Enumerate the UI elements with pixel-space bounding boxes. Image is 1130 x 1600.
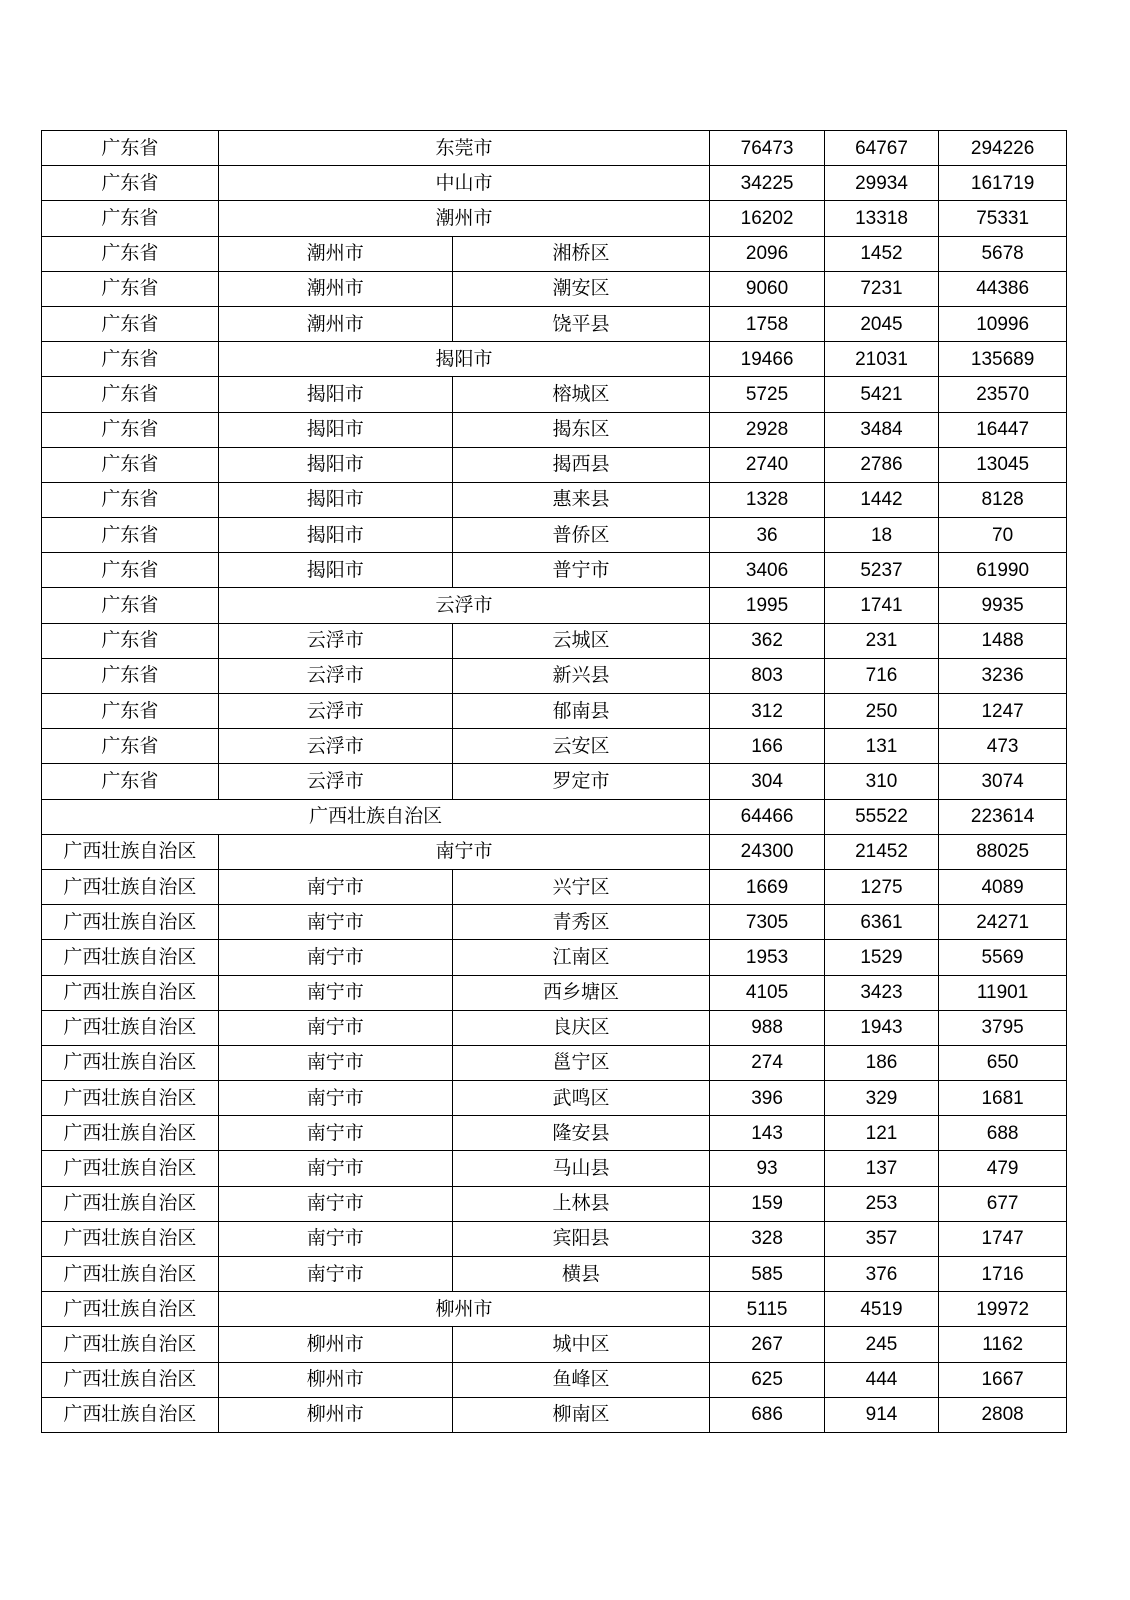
value-1-cell: 34225 bbox=[710, 166, 824, 201]
value-1-cell: 9060 bbox=[710, 271, 824, 306]
table-row bbox=[42, 412, 1067, 447]
table-body bbox=[42, 131, 1067, 1433]
value-1-cell: 2096 bbox=[710, 236, 824, 271]
table-row bbox=[42, 1292, 1067, 1327]
value-1-cell: 686 bbox=[710, 1397, 824, 1432]
table-row bbox=[42, 1362, 1067, 1397]
province-cell: 广西壮族自治区 bbox=[42, 1151, 219, 1186]
city-cell: 南宁市 bbox=[218, 905, 452, 940]
value-2-cell: 7231 bbox=[824, 271, 938, 306]
table-row bbox=[42, 1186, 1067, 1221]
value-1-cell: 304 bbox=[710, 764, 824, 799]
value-1-cell: 76473 bbox=[710, 131, 824, 166]
province-cell: 广西壮族自治区 bbox=[42, 1010, 219, 1045]
table-row bbox=[42, 834, 1067, 869]
district-cell: 上林县 bbox=[452, 1186, 710, 1221]
province-cell: 广东省 bbox=[42, 623, 219, 658]
value-1-cell: 5115 bbox=[710, 1292, 824, 1327]
district-cell: 隆安县 bbox=[452, 1116, 710, 1151]
city-cell: 柳州市 bbox=[218, 1397, 452, 1432]
value-2-cell: 55522 bbox=[824, 799, 938, 834]
value-2-cell: 357 bbox=[824, 1221, 938, 1256]
table-row bbox=[42, 447, 1067, 482]
value-1-cell: 267 bbox=[710, 1327, 824, 1362]
province-cell: 广西壮族自治区 bbox=[42, 975, 219, 1010]
value-1-cell: 3406 bbox=[710, 553, 824, 588]
value-2-cell: 186 bbox=[824, 1045, 938, 1080]
value-3-cell: 19972 bbox=[939, 1292, 1067, 1327]
province-cell: 广西壮族自治区 bbox=[42, 1397, 219, 1432]
province-cell: 广东省 bbox=[42, 377, 219, 412]
city-cell: 南宁市 bbox=[218, 1221, 452, 1256]
table-row bbox=[42, 588, 1067, 623]
statistics-table bbox=[41, 130, 1067, 1433]
value-2-cell: 3423 bbox=[824, 975, 938, 1010]
city-cell: 云浮市 bbox=[218, 764, 452, 799]
table-row bbox=[42, 975, 1067, 1010]
value-2-cell: 310 bbox=[824, 764, 938, 799]
province-cell: 广东省 bbox=[42, 764, 219, 799]
province-cell: 广东省 bbox=[42, 342, 219, 377]
city-cell: 云浮市 bbox=[218, 623, 452, 658]
value-1-cell: 93 bbox=[710, 1151, 824, 1186]
district-cell: 江南区 bbox=[452, 940, 710, 975]
value-1-cell: 159 bbox=[710, 1186, 824, 1221]
district-cell: 邕宁区 bbox=[452, 1045, 710, 1080]
value-2-cell: 21031 bbox=[824, 342, 938, 377]
value-3-cell: 223614 bbox=[939, 799, 1067, 834]
district-cell: 郁南县 bbox=[452, 694, 710, 729]
value-2-cell: 5421 bbox=[824, 377, 938, 412]
value-3-cell: 1716 bbox=[939, 1257, 1067, 1292]
district-cell: 榕城区 bbox=[452, 377, 710, 412]
value-2-cell: 1442 bbox=[824, 482, 938, 517]
value-2-cell: 376 bbox=[824, 1257, 938, 1292]
value-3-cell: 677 bbox=[939, 1186, 1067, 1221]
value-3-cell: 88025 bbox=[939, 834, 1067, 869]
value-3-cell: 5569 bbox=[939, 940, 1067, 975]
district-cell: 柳南区 bbox=[452, 1397, 710, 1432]
city-cell: 揭阳市 bbox=[218, 342, 710, 377]
value-2-cell: 444 bbox=[824, 1362, 938, 1397]
value-1-cell: 803 bbox=[710, 658, 824, 693]
city-cell: 揭阳市 bbox=[218, 553, 452, 588]
value-1-cell: 1328 bbox=[710, 482, 824, 517]
district-cell: 西乡塘区 bbox=[452, 975, 710, 1010]
city-cell: 潮州市 bbox=[218, 201, 710, 236]
value-3-cell: 1247 bbox=[939, 694, 1067, 729]
table-row bbox=[42, 1045, 1067, 1080]
value-1-cell: 2928 bbox=[710, 412, 824, 447]
district-cell: 饶平县 bbox=[452, 306, 710, 341]
district-cell: 普宁市 bbox=[452, 553, 710, 588]
value-1-cell: 2740 bbox=[710, 447, 824, 482]
city-cell: 云浮市 bbox=[218, 588, 710, 623]
table-row bbox=[42, 1397, 1067, 1432]
value-2-cell: 121 bbox=[824, 1116, 938, 1151]
value-2-cell: 1452 bbox=[824, 236, 938, 271]
city-cell: 柳州市 bbox=[218, 1327, 452, 1362]
value-3-cell: 1667 bbox=[939, 1362, 1067, 1397]
province-cell: 广东省 bbox=[42, 306, 219, 341]
district-cell: 良庆区 bbox=[452, 1010, 710, 1045]
province-cell: 广东省 bbox=[42, 694, 219, 729]
table-row bbox=[42, 1327, 1067, 1362]
province-cell: 广东省 bbox=[42, 412, 219, 447]
province-cell: 广东省 bbox=[42, 588, 219, 623]
province-cell: 广东省 bbox=[42, 658, 219, 693]
province-cell: 广西壮族自治区 bbox=[42, 799, 710, 834]
value-2-cell: 914 bbox=[824, 1397, 938, 1432]
city-cell: 云浮市 bbox=[218, 729, 452, 764]
province-cell: 广西壮族自治区 bbox=[42, 1327, 219, 1362]
value-3-cell: 1488 bbox=[939, 623, 1067, 658]
value-1-cell: 1669 bbox=[710, 869, 824, 904]
value-3-cell: 4089 bbox=[939, 869, 1067, 904]
value-1-cell: 362 bbox=[710, 623, 824, 658]
province-cell: 广西壮族自治区 bbox=[42, 905, 219, 940]
value-2-cell: 6361 bbox=[824, 905, 938, 940]
value-3-cell: 688 bbox=[939, 1116, 1067, 1151]
value-2-cell: 18 bbox=[824, 518, 938, 553]
province-cell: 广西壮族自治区 bbox=[42, 1081, 219, 1116]
table-row bbox=[42, 271, 1067, 306]
city-cell: 南宁市 bbox=[218, 1081, 452, 1116]
value-2-cell: 5237 bbox=[824, 553, 938, 588]
table-row bbox=[42, 1221, 1067, 1256]
city-cell: 云浮市 bbox=[218, 658, 452, 693]
value-3-cell: 1747 bbox=[939, 1221, 1067, 1256]
province-cell: 广西壮族自治区 bbox=[42, 834, 219, 869]
city-cell: 中山市 bbox=[218, 166, 710, 201]
table-row bbox=[42, 658, 1067, 693]
value-1-cell: 166 bbox=[710, 729, 824, 764]
value-3-cell: 10996 bbox=[939, 306, 1067, 341]
table-row bbox=[42, 236, 1067, 271]
value-2-cell: 137 bbox=[824, 1151, 938, 1186]
value-1-cell: 396 bbox=[710, 1081, 824, 1116]
district-cell: 揭西县 bbox=[452, 447, 710, 482]
value-1-cell: 625 bbox=[710, 1362, 824, 1397]
value-2-cell: 131 bbox=[824, 729, 938, 764]
province-cell: 广西壮族自治区 bbox=[42, 869, 219, 904]
value-2-cell: 2786 bbox=[824, 447, 938, 482]
province-cell: 广东省 bbox=[42, 236, 219, 271]
value-3-cell: 9935 bbox=[939, 588, 1067, 623]
value-2-cell: 1529 bbox=[824, 940, 938, 975]
value-3-cell: 294226 bbox=[939, 131, 1067, 166]
table-row bbox=[42, 799, 1067, 834]
province-cell: 广东省 bbox=[42, 518, 219, 553]
value-1-cell: 988 bbox=[710, 1010, 824, 1045]
city-cell: 东莞市 bbox=[218, 131, 710, 166]
district-cell: 横县 bbox=[452, 1257, 710, 1292]
district-cell: 潮安区 bbox=[452, 271, 710, 306]
value-3-cell: 1162 bbox=[939, 1327, 1067, 1362]
value-3-cell: 3795 bbox=[939, 1010, 1067, 1045]
value-3-cell: 23570 bbox=[939, 377, 1067, 412]
city-cell: 南宁市 bbox=[218, 1151, 452, 1186]
value-1-cell: 143 bbox=[710, 1116, 824, 1151]
city-cell: 揭阳市 bbox=[218, 377, 452, 412]
table-row bbox=[42, 1010, 1067, 1045]
value-3-cell: 3236 bbox=[939, 658, 1067, 693]
table-row bbox=[42, 623, 1067, 658]
value-1-cell: 1995 bbox=[710, 588, 824, 623]
table-row bbox=[42, 1081, 1067, 1116]
value-1-cell: 1758 bbox=[710, 306, 824, 341]
value-3-cell: 70 bbox=[939, 518, 1067, 553]
table-row bbox=[42, 166, 1067, 201]
province-cell: 广西壮族自治区 bbox=[42, 1221, 219, 1256]
table-row bbox=[42, 201, 1067, 236]
district-cell: 马山县 bbox=[452, 1151, 710, 1186]
value-3-cell: 650 bbox=[939, 1045, 1067, 1080]
value-1-cell: 64466 bbox=[710, 799, 824, 834]
value-2-cell: 4519 bbox=[824, 1292, 938, 1327]
city-cell: 南宁市 bbox=[218, 1257, 452, 1292]
table-row bbox=[42, 940, 1067, 975]
province-cell: 广东省 bbox=[42, 553, 219, 588]
table-row bbox=[42, 764, 1067, 799]
province-cell: 广西壮族自治区 bbox=[42, 1362, 219, 1397]
value-1-cell: 7305 bbox=[710, 905, 824, 940]
table-row bbox=[42, 905, 1067, 940]
value-3-cell: 2808 bbox=[939, 1397, 1067, 1432]
value-1-cell: 16202 bbox=[710, 201, 824, 236]
value-3-cell: 161719 bbox=[939, 166, 1067, 201]
district-cell: 揭东区 bbox=[452, 412, 710, 447]
province-cell: 广西壮族自治区 bbox=[42, 1116, 219, 1151]
district-cell: 鱼峰区 bbox=[452, 1362, 710, 1397]
province-cell: 广东省 bbox=[42, 166, 219, 201]
district-cell: 青秀区 bbox=[452, 905, 710, 940]
district-cell: 宾阳县 bbox=[452, 1221, 710, 1256]
city-cell: 南宁市 bbox=[218, 940, 452, 975]
value-3-cell: 75331 bbox=[939, 201, 1067, 236]
value-1-cell: 585 bbox=[710, 1257, 824, 1292]
value-2-cell: 1275 bbox=[824, 869, 938, 904]
district-cell: 云城区 bbox=[452, 623, 710, 658]
value-3-cell: 479 bbox=[939, 1151, 1067, 1186]
value-1-cell: 5725 bbox=[710, 377, 824, 412]
value-2-cell: 13318 bbox=[824, 201, 938, 236]
value-1-cell: 1953 bbox=[710, 940, 824, 975]
table-row bbox=[42, 518, 1067, 553]
district-cell: 罗定市 bbox=[452, 764, 710, 799]
value-3-cell: 44386 bbox=[939, 271, 1067, 306]
province-cell: 广东省 bbox=[42, 131, 219, 166]
city-cell: 柳州市 bbox=[218, 1292, 710, 1327]
province-cell: 广东省 bbox=[42, 482, 219, 517]
table-row bbox=[42, 729, 1067, 764]
city-cell: 潮州市 bbox=[218, 306, 452, 341]
city-cell: 揭阳市 bbox=[218, 518, 452, 553]
province-cell: 广西壮族自治区 bbox=[42, 1257, 219, 1292]
table-row bbox=[42, 482, 1067, 517]
table-row bbox=[42, 306, 1067, 341]
district-cell: 武鸣区 bbox=[452, 1081, 710, 1116]
province-cell: 广西壮族自治区 bbox=[42, 1186, 219, 1221]
city-cell: 南宁市 bbox=[218, 1186, 452, 1221]
value-3-cell: 1681 bbox=[939, 1081, 1067, 1116]
value-3-cell: 16447 bbox=[939, 412, 1067, 447]
city-cell: 南宁市 bbox=[218, 869, 452, 904]
city-cell: 南宁市 bbox=[218, 975, 452, 1010]
table-row bbox=[42, 1116, 1067, 1151]
value-1-cell: 328 bbox=[710, 1221, 824, 1256]
value-1-cell: 4105 bbox=[710, 975, 824, 1010]
table-row bbox=[42, 869, 1067, 904]
table-row bbox=[42, 131, 1067, 166]
value-2-cell: 245 bbox=[824, 1327, 938, 1362]
value-3-cell: 135689 bbox=[939, 342, 1067, 377]
value-3-cell: 8128 bbox=[939, 482, 1067, 517]
value-2-cell: 231 bbox=[824, 623, 938, 658]
value-3-cell: 13045 bbox=[939, 447, 1067, 482]
province-cell: 广东省 bbox=[42, 201, 219, 236]
district-cell: 兴宁区 bbox=[452, 869, 710, 904]
table-row bbox=[42, 377, 1067, 412]
value-1-cell: 36 bbox=[710, 518, 824, 553]
city-cell: 潮州市 bbox=[218, 236, 452, 271]
city-cell: 潮州市 bbox=[218, 271, 452, 306]
city-cell: 南宁市 bbox=[218, 1045, 452, 1080]
value-2-cell: 29934 bbox=[824, 166, 938, 201]
table-row bbox=[42, 342, 1067, 377]
value-2-cell: 716 bbox=[824, 658, 938, 693]
value-2-cell: 2045 bbox=[824, 306, 938, 341]
value-3-cell: 24271 bbox=[939, 905, 1067, 940]
table-row bbox=[42, 553, 1067, 588]
city-cell: 柳州市 bbox=[218, 1362, 452, 1397]
value-2-cell: 250 bbox=[824, 694, 938, 729]
value-1-cell: 19466 bbox=[710, 342, 824, 377]
value-2-cell: 64767 bbox=[824, 131, 938, 166]
city-cell: 南宁市 bbox=[218, 834, 710, 869]
value-2-cell: 1943 bbox=[824, 1010, 938, 1045]
table-row bbox=[42, 694, 1067, 729]
value-1-cell: 274 bbox=[710, 1045, 824, 1080]
value-2-cell: 3484 bbox=[824, 412, 938, 447]
district-cell: 新兴县 bbox=[452, 658, 710, 693]
value-3-cell: 5678 bbox=[939, 236, 1067, 271]
city-cell: 揭阳市 bbox=[218, 482, 452, 517]
value-2-cell: 253 bbox=[824, 1186, 938, 1221]
district-cell: 城中区 bbox=[452, 1327, 710, 1362]
table-row bbox=[42, 1151, 1067, 1186]
city-cell: 云浮市 bbox=[218, 694, 452, 729]
city-cell: 南宁市 bbox=[218, 1010, 452, 1045]
city-cell: 南宁市 bbox=[218, 1116, 452, 1151]
district-cell: 云安区 bbox=[452, 729, 710, 764]
table-row bbox=[42, 1257, 1067, 1292]
value-3-cell: 61990 bbox=[939, 553, 1067, 588]
value-1-cell: 24300 bbox=[710, 834, 824, 869]
province-cell: 广东省 bbox=[42, 271, 219, 306]
province-cell: 广西壮族自治区 bbox=[42, 1292, 219, 1327]
province-cell: 广东省 bbox=[42, 729, 219, 764]
value-3-cell: 473 bbox=[939, 729, 1067, 764]
province-cell: 广西壮族自治区 bbox=[42, 1045, 219, 1080]
value-2-cell: 1741 bbox=[824, 588, 938, 623]
district-cell: 惠来县 bbox=[452, 482, 710, 517]
value-2-cell: 329 bbox=[824, 1081, 938, 1116]
province-cell: 广东省 bbox=[42, 447, 219, 482]
value-1-cell: 312 bbox=[710, 694, 824, 729]
value-3-cell: 3074 bbox=[939, 764, 1067, 799]
value-2-cell: 21452 bbox=[824, 834, 938, 869]
city-cell: 揭阳市 bbox=[218, 447, 452, 482]
district-cell: 湘桥区 bbox=[452, 236, 710, 271]
province-cell: 广西壮族自治区 bbox=[42, 940, 219, 975]
city-cell: 揭阳市 bbox=[218, 412, 452, 447]
value-3-cell: 11901 bbox=[939, 975, 1067, 1010]
district-cell: 普侨区 bbox=[452, 518, 710, 553]
